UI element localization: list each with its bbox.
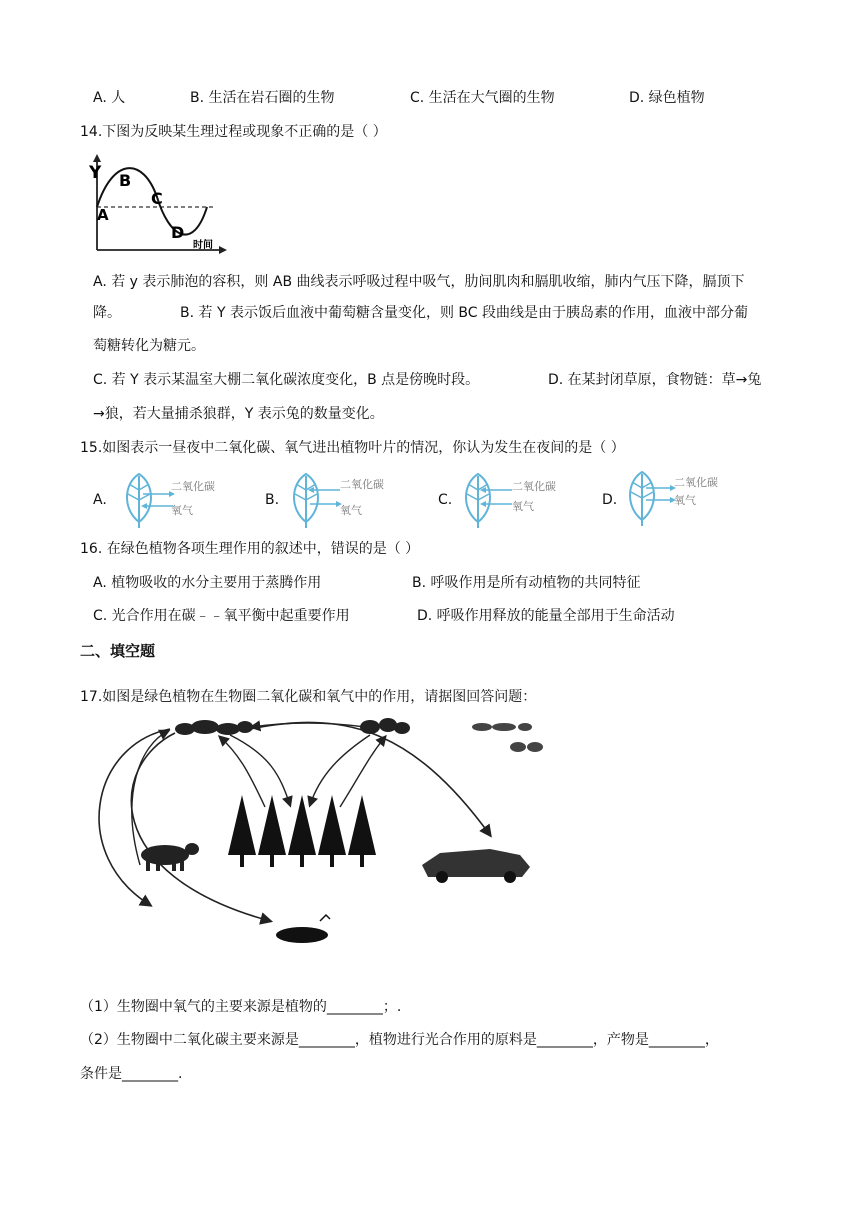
- q14-option-b-line2: 萄糖转化为糖元。: [93, 338, 205, 354]
- q14-option-d-line2: →狼，若大量捕杀狼群，Y 表示兔的数量变化。: [93, 406, 384, 422]
- cloud-right-icon: [472, 723, 543, 752]
- q15-option-b-leaf: [284, 470, 394, 530]
- q13-option-b: B. 生活在岩石圈的生物: [190, 90, 335, 106]
- q15-option-c-o2: 氧气: [512, 500, 534, 513]
- q14-option-a-line1: A. 若 y 表示肺泡的容积，则 AB 曲线表示呼吸过程中吸气，肋间肌肉和膈肌收缩，肺内气压下降，膈顶下: [93, 274, 745, 290]
- q16-option-a: A. 植物吸收的水分主要用于蒸腾作用: [93, 575, 322, 591]
- q15-option-d-o2: 氧气: [674, 494, 696, 507]
- section-title-fill-blank: 二、填空题: [80, 642, 156, 660]
- q15-option-b-o2: 氧气: [340, 504, 362, 517]
- car-icon: [422, 849, 530, 883]
- q13-option-c: C. 生活在大气圈的生物: [410, 90, 555, 106]
- q15-option-c-leaf: [456, 470, 566, 530]
- q16-option-c: C. 光合作用在碳﹣﹣氧平衡中起重要作用: [93, 608, 350, 624]
- q17-stem: 17.如图是绿色植物在生物圈二氧化碳和氧气中的作用，请据图回答问题：: [80, 689, 537, 705]
- q15-option-b-co2: 二氧化碳: [340, 478, 384, 491]
- q14-option-a-line2: 降。: [93, 305, 121, 321]
- q15-option-d-co2: 二氧化碳: [674, 476, 718, 489]
- q15-option-c-label: C.: [438, 492, 453, 508]
- q14-point-c: C: [151, 189, 163, 208]
- q15-option-b-label: B.: [265, 492, 280, 508]
- q14-point-b: B: [119, 171, 132, 190]
- q14-point-a: A: [97, 206, 109, 224]
- q14-graph: [83, 152, 228, 258]
- q17-sub2-line2: 条件是________.: [80, 1066, 183, 1082]
- q14-point-d: D: [171, 223, 185, 242]
- q15-stem: 15.如图表示一昼夜中二氧化碳、氧气进出植物叶片的情况，你认为发生在夜间的是（ ）: [80, 440, 625, 456]
- q17-sub1: （1）生物圈中氧气的主要来源是植物的________；.: [80, 999, 402, 1015]
- q16-option-b: B. 呼吸作用是所有动植物的共同特征: [412, 575, 641, 591]
- q15-option-a-o2: 氧气: [171, 504, 193, 517]
- q17-sub2-line1: （2）生物圈中二氧化碳主要来源是________，植物进行光合作用的原料是________，产物是________，: [80, 1032, 719, 1048]
- trees-icon: [228, 795, 376, 867]
- q14-option-c: C. 若 Y 表示某温室大棚二氧化碳浓度变化，B 点是傍晚时段。: [93, 372, 480, 388]
- cloud-left-icon: [175, 720, 253, 735]
- cow-icon: [141, 843, 199, 871]
- q15-option-a-label: A.: [93, 492, 107, 508]
- q15-option-c-co2: 二氧化碳: [512, 480, 556, 493]
- q14-x-label: 时间: [193, 240, 213, 251]
- q14-stem: 14.下图为反映某生理过程或现象不正确的是（ ）: [80, 124, 387, 140]
- q17-carbon-oxygen-cycle-diagram: [80, 715, 550, 955]
- q14-y-label: Y: [89, 163, 102, 183]
- q13-option-d: D. 绿色植物: [629, 90, 705, 106]
- q15-option-d-label: D.: [602, 492, 618, 508]
- q16-stem: 16. 在绿色植物各项生理作用的叙述中，错误的是（ ）: [80, 541, 420, 557]
- q13-option-a: A. 人: [93, 90, 126, 106]
- q15-option-a-co2: 二氧化碳: [171, 480, 215, 493]
- q15-option-a-leaf: [117, 470, 227, 530]
- decomposer-icon: [276, 915, 330, 943]
- q15-option-d-leaf: [620, 468, 730, 528]
- q16-option-d: D. 呼吸作用释放的能量全部用于生命活动: [417, 608, 675, 624]
- q14-option-b-line1: B. 若 Y 表示饭后血液中葡萄糖含量变化，则 BC 段曲线是由于胰岛素的作用，血液中部分葡: [180, 305, 748, 321]
- q14-option-d-line1: D. 在某封闭草原，食物链：草→兔: [548, 372, 762, 388]
